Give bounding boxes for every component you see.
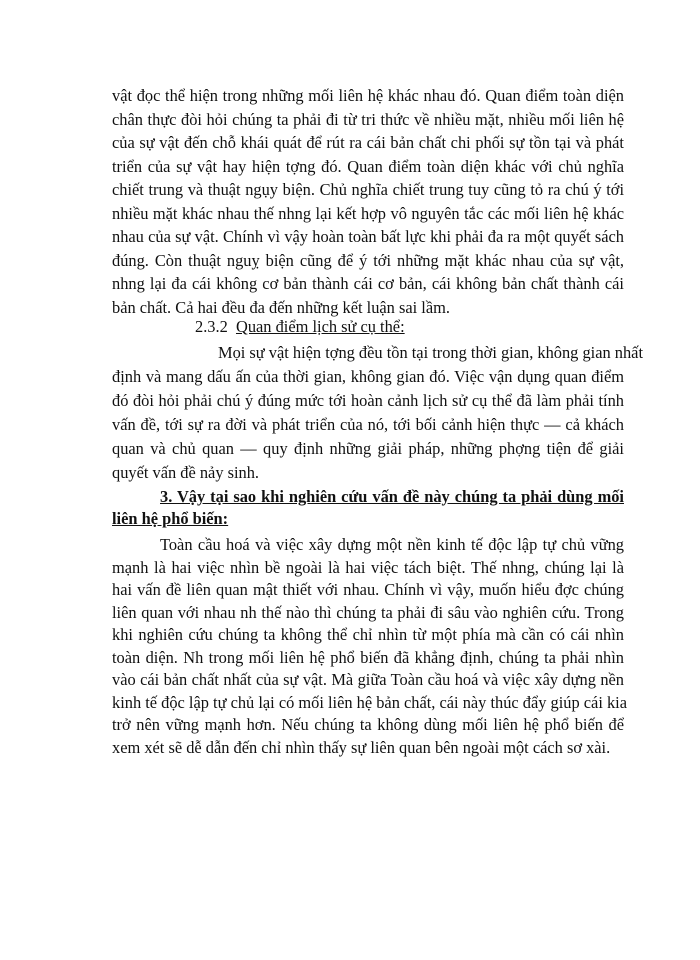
- body-text-line: nhiều mặt khác nhau thế nhng lại kết hợp vô nguyên tắc các mối liên hệ khác: [112, 203, 624, 223]
- body-text-line: kinh tế độc lập tự chủ lại có mối liên hệ bản chất, cái này thúc đẩy giúp cái kia: [112, 692, 628, 712]
- body-text-line: định và mang dấu ấn của thời gian, không gian đó. Việc vận dụng quan điểm: [112, 367, 624, 386]
- body-text-line: vật đọc thể hiện trong những mối liên hệ khác nhau đó. Quan điểm toàn diện: [112, 86, 624, 105]
- body-text-line: quyết vấn đề nảy sinh.: [112, 463, 260, 482]
- section-heading-2-3-2: [195, 317, 625, 337]
- body-text-line: chân thực đòi hỏi chúng ta phải đi từ tri thức về nhiều mặt, nhiều mối liên hệ: [112, 109, 624, 129]
- body-text-line: hai vấn đề liên quan mật thiết với nhau. Chính vì vậy, muốn hiểu đợc chúng: [112, 580, 624, 599]
- body-text-line: Toàn cầu hoá và việc xây dựng một nền kinh tế độc lập tự chủ vững: [160, 535, 624, 554]
- body-text-line: mạnh là hai việc nhìn bề ngoài là hai việc tách biệt. Thế nhng, chúng lại là: [112, 557, 624, 577]
- body-text-line: nhau của sự vật. Chính vì vậy hoàn toàn bất lực khi phải đa ra một quyết sách: [112, 227, 624, 246]
- body-text-line: liên quan với nhau nh thế nào thì chúng ta phải đi sâu vào nghiên cứu. Trong: [112, 602, 624, 622]
- section-heading-3-cont: liên hệ phổ biến:: [112, 509, 229, 528]
- section-title: Quan điểm lịch sử cụ thể:: [235, 317, 405, 336]
- body-text-line: đó đòi hỏi phải chú ý đúng mức tới hoàn cảnh lịch sử cụ thể đã làm phải tính: [112, 391, 624, 410]
- body-text-line: của sự vật đến chỗ khái quát để rút ra cái bản chất chi phối sự tồn tại và phát: [112, 133, 624, 152]
- section-heading-3: 3. Vậy tại sao khi nghiên cứu vấn đề này chúng ta phải dùng mối: [160, 487, 624, 506]
- body-text-line: vấn đề, tới sự ra đời và phát triển của nó, tới bối cảnh hiện thực — cả khách: [112, 415, 624, 434]
- body-text-line: xem xét sẽ dễ dẫn đến chỉ nhìn thấy sự liên quan bên ngoài một cách sơ xài.: [112, 737, 611, 757]
- body-text-line: vào cái bản chất nhất của sự vật. Mà giữa Toàn cầu hoá và việc xây dựng nền: [112, 670, 624, 689]
- body-text-line: trở nên vững mạnh hơn. Nếu chúng ta không dùng mối liên hệ phổ biến để: [112, 715, 624, 734]
- body-text-line: quan và chủ quan — quy định những giải pháp, những phợng tiện để giải: [112, 439, 624, 458]
- body-text-line: Mọi sự vật hiện tợng đều tồn tại trong thời gian, không gian nhất: [218, 343, 644, 362]
- body-text-line: nhng lại đa cái không cơ bản thành cái cơ bản, cái không bản chất thành cái: [112, 274, 624, 293]
- body-text-line: đúng. Còn thuật nguỵ biện cũng để ý tới những mặt khác nhau của sự vật,: [112, 250, 624, 270]
- body-text-line: bản chất. Cả hai đều đa đến những kết luận sai lầm.: [112, 297, 450, 317]
- body-text-line: chiết trung và thuật ngụy biện. Chủ nghĩa chiết trung tuy cũng tỏ ra chú ý tới: [112, 180, 624, 199]
- section-number: 2.3.2: [195, 317, 228, 336]
- body-text-line: khi nghiên cứu chúng ta không thể chỉ nhìn từ một phía mà cần có cái nhìn: [112, 625, 624, 644]
- body-text-line: triển của sự vật hay hiện tợng đó. Quan điểm toàn diện khác với chủ nghĩa: [112, 156, 624, 176]
- body-text-line: toàn diện. Nh trong mối liên hệ phổ biến đã khẳng định, chúng ta phải nhìn: [112, 647, 624, 667]
